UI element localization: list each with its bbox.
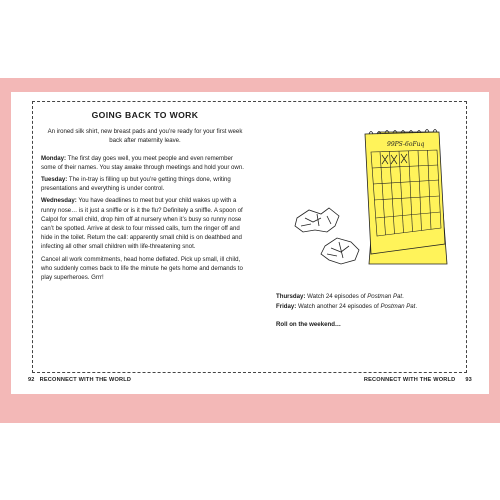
- footer-right: [364, 377, 472, 383]
- monday-text: The first day goes well, you meet people and even remember some of their names. You stay awake through meetings and hold your own.: [41, 154, 244, 171]
- monday-entry: [41, 154, 249, 172]
- calendar-header: 99PS-6oFuq: [387, 141, 425, 148]
- tuesday-text: The in-tray is filling up but you’re getting things done, writing presentations and everything is under control.: [41, 176, 231, 193]
- tissue-icon: [321, 238, 359, 264]
- thursday-show: Postman Pat: [367, 293, 403, 300]
- friday-text-pre: Watch another 24 episodes of: [296, 303, 381, 310]
- wednesday-label: Wednesday:: [41, 197, 77, 205]
- section-title-left: RECONNECT WITH THE WORLD: [39, 377, 132, 383]
- section-title-right: RECONNECT WITH THE WORLD: [363, 377, 456, 383]
- right-column: [276, 292, 466, 330]
- page-number-left: 92: [28, 377, 35, 383]
- tuesday-label: Tuesday:: [41, 176, 68, 184]
- friday-show: Postman Pat: [380, 303, 416, 310]
- wednesday-entry: [41, 196, 249, 251]
- footer-left: [28, 377, 136, 383]
- calendar-illustration: [269, 122, 459, 272]
- thursday-text-pre: Watch 24 episodes of: [305, 293, 368, 300]
- book-spread: [0, 78, 500, 423]
- wednesday-text: You have deadlines to meet but your child wakes up with a runny nose… is it just a sniffle or is it the flu? Definitely a sniffle. A spoon of Calpol for small child, drop him off at nursery when it’s busy so runny nose can’t be spotted. Arrive at desk to four missed calls, turn the ringer off and hide in the toilet. Return the call: apparently small child is on deathbed and infecting all other small children with life-threatening snot.: [41, 197, 243, 251]
- closing-paragraph: Cancel all work commitments, head home deflated. Pick up small, ill child, who suddenly comes back to life the minute he gets home and demands to play superheroes. Grrr!: [41, 255, 243, 282]
- page-title: GOING BACK TO WORK: [91, 110, 199, 120]
- thursday-text-post: .: [402, 293, 404, 300]
- friday-text-post: .: [415, 303, 418, 310]
- intro-text: An ironed silk shirt, new breast pads and you’re ready for your first week back after maternity leave.: [47, 128, 243, 145]
- page-number-right: 93: [465, 377, 472, 383]
- content-box: [32, 101, 467, 373]
- roll-on-weekend: Roll on the weekend…: [276, 321, 342, 328]
- left-column: [41, 107, 249, 285]
- tissue-icon: [295, 208, 339, 232]
- friday-label: Friday:: [276, 303, 297, 310]
- thursday-entry: [276, 292, 466, 302]
- friday-entry: [276, 302, 466, 312]
- monday-label: Monday:: [41, 154, 67, 162]
- thursday-label: Thursday:: [276, 293, 306, 300]
- page: [11, 92, 489, 394]
- tuesday-entry: [41, 175, 249, 193]
